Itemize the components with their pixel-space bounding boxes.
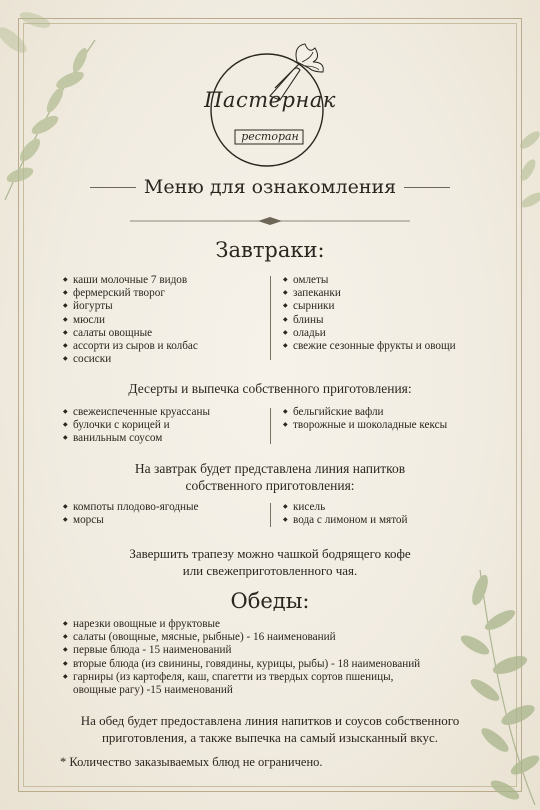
title-rule-right (404, 187, 450, 188)
list-item: ◆ фермерский творог (63, 287, 198, 300)
column-divider (270, 408, 271, 444)
lunch-list (63, 618, 420, 697)
column-divider (270, 276, 271, 360)
breakfast-list-left (63, 274, 198, 366)
list-item: ◆ гарниры (из картофеля, каш, спагетти из твердых сортов пшеницы, (63, 671, 420, 684)
drinks-heading-line-2: собственного приготовления: (185, 478, 355, 493)
breakfast-list-right (283, 274, 456, 353)
list-item: ◆ сосиски (63, 353, 198, 366)
drinks-list-left (63, 501, 199, 527)
list-item: ◆ вода с лимоном и мятой (283, 514, 408, 527)
lunch-footer-line-1: На обед будет предоставлена линия напитков и соусов собственного (80, 713, 460, 728)
list-item: ◆ запеканки (283, 287, 456, 300)
list-item: ◆ нарезки овощные и фруктовые (63, 618, 420, 631)
drinks-heading-line-1: На завтрак будет представлена линия напитков (134, 461, 406, 476)
coffee-note-line-1: Завершить трапезу можно чашкой бодрящего кофе (129, 546, 411, 561)
list-item: ◆ ассорти из сыров и колбас (63, 340, 198, 353)
list-item: ◆ йогурты (63, 300, 198, 313)
drinks-heading (40, 460, 500, 494)
list-item: ◆ каши молочные 7 видов (63, 274, 198, 287)
leaves-decoration-top-right (500, 110, 540, 230)
desserts-heading: Десерты и выпечка собственного приготовления: (128, 381, 412, 396)
list-item: ◆ вторые блюда (из свинины, говядины, курицы, рыбы) - 18 наименований (63, 658, 420, 671)
list-item: ◆ сырники (283, 300, 456, 313)
list-item: ◆ салаты (овощные, мясные, рыбные) - 16 наименований (63, 631, 420, 644)
list-item: ◆ творожные и шоколадные кексы (283, 419, 447, 432)
footnote: * Количество заказываемых блюд не ограничено. (60, 755, 323, 769)
column-divider (270, 503, 271, 527)
desserts-list-left (63, 406, 210, 446)
breakfast-heading: Завтраки: (215, 238, 325, 262)
list-item-continued: ◆ ванильным соусом (63, 432, 210, 445)
brand-subtitle: ресторан (241, 130, 299, 143)
list-item: ◆ булочки с корицей и (63, 419, 210, 432)
list-item: ◆ морсы (63, 514, 199, 527)
brand-name: Пастернак (204, 88, 336, 112)
drinks-list-right (283, 501, 408, 527)
list-item: ◆ салаты овощные (63, 327, 198, 340)
list-item: ◆ кисель (283, 501, 408, 514)
list-item: ◆ первые блюда - 15 наименований (63, 644, 420, 657)
coffee-note (40, 545, 500, 579)
list-item: ◆ оладьи (283, 327, 456, 340)
title-rule-left (90, 187, 136, 188)
list-item: ◆ блины (283, 314, 456, 327)
menu-title: Меню для ознакомления (143, 176, 397, 198)
list-item: ◆ компоты плодово-ягодные (63, 501, 199, 514)
menu-title-row (90, 176, 450, 198)
list-item: ◆ свежие сезонные фрукты и овощи (283, 340, 456, 353)
ornament-divider (120, 216, 420, 226)
desserts-list-right (283, 406, 447, 432)
coffee-note-line-2: или свежеприготовленного чая. (182, 563, 358, 578)
list-item: ◆ свежеиспеченные круассаны (63, 406, 210, 419)
list-item: ◆ мюсли (63, 314, 198, 327)
list-item: ◆ бельгийские вафли (283, 406, 447, 419)
lunch-footer-line-2: приготовления, а также выпечка на самый изысканный вкус. (101, 730, 439, 745)
list-item-continued: овощные рагу) -15 наименований (73, 684, 233, 697)
lunch-heading: Обеды: (230, 589, 310, 613)
list-item: ◆ омлеты (283, 274, 456, 287)
lunch-footer (40, 712, 500, 746)
